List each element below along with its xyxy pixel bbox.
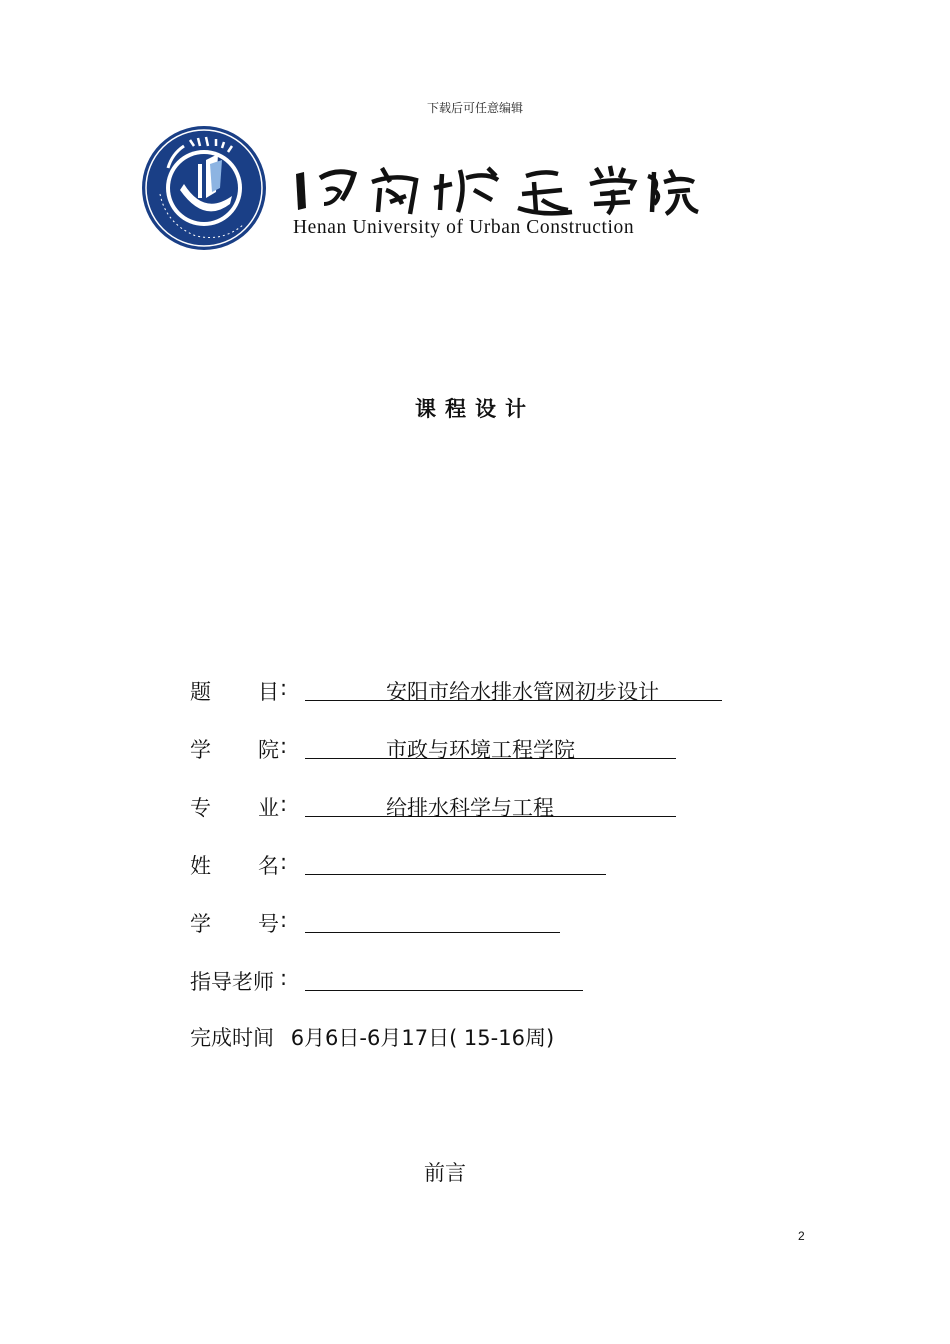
field-label-char-2: 名	[258, 854, 279, 878]
completion-time-label: 完成时间	[190, 1026, 274, 1050]
field-label: 指导老师	[190, 970, 274, 994]
field-value: 给排水科学与工程	[386, 796, 554, 820]
field-colon: :	[280, 734, 288, 758]
field-colon: :	[280, 676, 288, 700]
page-number: 2	[798, 1229, 805, 1243]
field-colon: :	[280, 850, 288, 874]
field-colon: :	[280, 966, 288, 990]
info-fields	[190, 672, 750, 1020]
field-label-char-1: 姓	[190, 854, 211, 878]
header-note: 下载后可任意编辑	[426, 101, 523, 115]
field-value: 市政与环境工程学院	[386, 738, 575, 762]
university-seal-icon	[140, 124, 268, 252]
university-logo	[140, 120, 710, 260]
field-student-id	[190, 904, 750, 962]
calligraphy-name-icon	[290, 160, 700, 220]
field-value: 安阳市给水排水管网初步设计	[386, 680, 659, 704]
field-label-char-1: 题	[190, 680, 211, 704]
completion-time	[190, 1022, 554, 1052]
field-colon: :	[280, 792, 288, 816]
field-underline	[305, 932, 560, 933]
completion-time-value: 6月6日-6月17日( 15-16周)	[290, 1026, 555, 1050]
field-label-char-2: 业	[258, 796, 279, 820]
field-label-char-2: 院	[258, 738, 279, 762]
field-college	[190, 730, 750, 788]
field-topic	[190, 672, 750, 730]
field-major	[190, 788, 750, 846]
field-colon: :	[280, 908, 288, 932]
field-underline	[305, 874, 606, 875]
field-label-char-2: 目	[258, 680, 279, 704]
field-label-char-1: 学	[190, 738, 211, 762]
field-name	[190, 846, 750, 904]
field-label-char-1: 学	[190, 912, 211, 936]
preface-heading: 前言	[424, 1161, 466, 1185]
field-advisor	[190, 962, 750, 1020]
document-title: 课程设计	[415, 397, 535, 421]
field-label-char-1: 专	[190, 796, 211, 820]
field-label-char-2: 号	[258, 912, 279, 936]
field-underline	[305, 990, 583, 991]
university-english-name: Henan University of Urban Construction	[293, 217, 635, 238]
